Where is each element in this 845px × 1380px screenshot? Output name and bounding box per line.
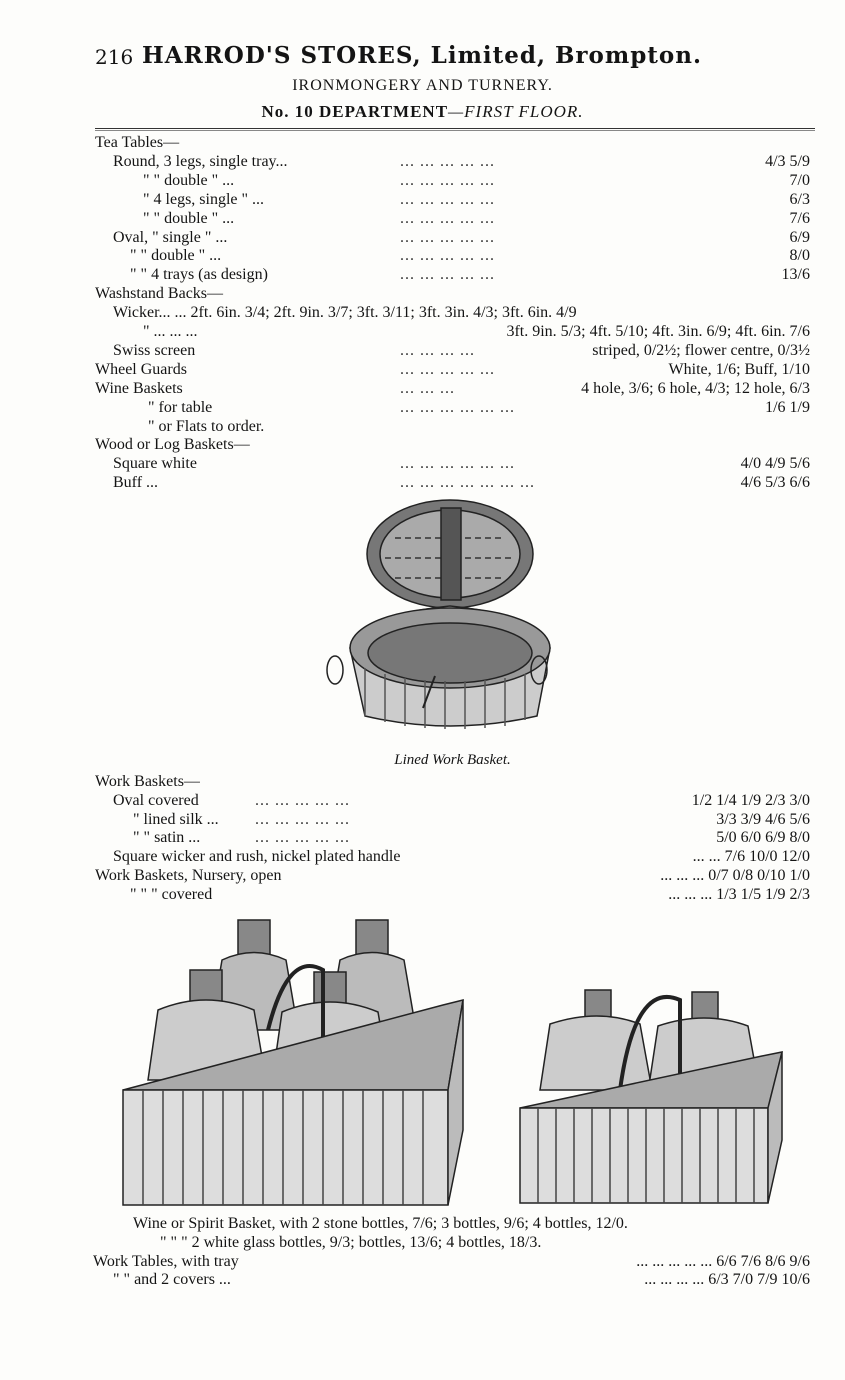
item-price: ... ... ... ... 6/3 7/0 7/9 10/6	[644, 1271, 810, 1289]
item-price: 13/6	[781, 266, 810, 284]
list-item	[0, 885, 845, 904]
leader-dots: ... ... ... ... ...	[255, 810, 350, 828]
item-label: " " and 2 covers ...	[113, 1271, 231, 1289]
item-label: " or Flats to order.	[148, 417, 265, 435]
leader-dots: ... ... ... ... ...	[400, 171, 495, 189]
list-item	[0, 1252, 845, 1271]
item-label: " ... ... ...	[143, 323, 198, 340]
item-label: Wood or Log Baskets—	[95, 436, 250, 454]
wine-basket-four-bottles-illustration	[118, 910, 470, 1212]
department-label: No. 10 DEPARTMENT	[261, 102, 449, 121]
list-item	[0, 810, 845, 829]
item-label: Square white	[113, 455, 197, 473]
item-label: Square wicker and rush, nickel plated handle	[113, 848, 401, 866]
leader-dots: ... ... ... ...	[400, 341, 475, 359]
lined-work-basket-illustration	[325, 498, 580, 748]
item-price: 4 hole, 3/6; 6 hole, 4/3; 12 hole, 6/3	[581, 379, 810, 397]
list-item	[0, 152, 845, 171]
item-label: Washstand Backs—	[95, 285, 224, 303]
leader-dots: ... ... ... ... ... ...	[400, 398, 515, 416]
item-label: " for table	[148, 398, 213, 416]
item-price: 6/9	[789, 228, 810, 246]
list-item	[0, 341, 845, 360]
wine-basket-two-bottles-illustration	[510, 980, 790, 1208]
list-item	[0, 246, 845, 265]
department-title	[0, 102, 845, 122]
leader-dots: ... ... ... ... ... ...	[400, 455, 515, 473]
list-item	[0, 265, 845, 284]
item-label: " " " covered	[130, 885, 213, 903]
item-label: Wine Baskets	[95, 379, 183, 397]
item-label: Wheel Guards	[95, 360, 187, 378]
item-price: 8/0	[789, 247, 810, 265]
item-price: 3/3 3/9 4/6 5/6	[716, 810, 810, 828]
item-price: 6/3	[789, 190, 810, 208]
item-label: Wine or Spirit Basket, with 2 stone bottles, 7/6; 3 bottles, 9/6; 4 bottles, 12/0.	[133, 1215, 628, 1232]
list-item	[0, 454, 845, 473]
item-label: Wicker... ... 2ft. 6in. 3/4; 2ft. 9in. 3/7; 3ft. 3/11; 3ft. 3in. 4/3; 3ft. 6in. 4/9	[113, 304, 577, 322]
leader-dots: ... ... ... ... ...	[255, 791, 350, 809]
item-label: " " satin ...	[133, 829, 201, 847]
leader-dots: ... ... ... ... ...	[400, 266, 495, 284]
list-item	[0, 1214, 845, 1233]
item-price: 5/0 6/0 6/9 8/0	[716, 829, 810, 847]
list-item	[0, 417, 845, 436]
page-number: 216	[95, 45, 134, 69]
item-label: Oval, " single " ...	[113, 228, 228, 246]
list-item	[0, 1233, 845, 1252]
header-rule	[95, 128, 815, 131]
item-label: " " double " ...	[143, 171, 235, 189]
list-item	[0, 209, 845, 228]
leader-dots: ... ... ... ... ...	[400, 247, 495, 265]
item-label: Buff ...	[113, 474, 159, 492]
floor-label: —FIRST FLOOR.	[448, 102, 584, 121]
item-price: 7/0	[789, 171, 810, 189]
item-label: Round, 3 legs, single tray...	[113, 152, 288, 170]
item-label: Work Baskets—	[95, 773, 200, 790]
list-item	[0, 791, 845, 810]
item-label: " " double " ...	[130, 247, 222, 265]
list-item	[0, 303, 845, 322]
item-label: " " " 2 white glass bottles, 9/3; bottles, 13/6; 4 bottles, 18/3.	[160, 1233, 542, 1251]
item-label: Swiss screen	[113, 341, 196, 359]
store-title: HARROD'S STORES, Limited, Brompton.	[142, 42, 703, 69]
item-label: Oval covered	[113, 791, 199, 809]
item-label: " 4 legs, single " ...	[143, 190, 265, 208]
leader-dots: ... ... ... ... ...	[400, 190, 495, 208]
item-label: " " 4 trays (as design)	[130, 266, 268, 284]
leader-dots: ... ... ... ... ...	[400, 228, 495, 246]
list-item	[0, 171, 845, 190]
leader-dots: ... ... ...	[400, 379, 455, 397]
item-price: ... ... 7/6 10/0 12/0	[692, 848, 810, 866]
leader-dots: ... ... ... ... ...	[400, 152, 495, 170]
leader-dots: ... ... ... ... ... ... ...	[400, 474, 535, 492]
list-item	[0, 360, 845, 379]
list-item	[0, 828, 845, 847]
item-price: 4/3 5/9	[765, 152, 810, 170]
item-price: 1/2 1/4 1/9 2/3 3/0	[691, 791, 810, 809]
item-price: White, 1/6; Buff, 1/10	[668, 360, 810, 378]
list-item	[0, 473, 845, 492]
item-price: ... ... ... 0/7 0/8 0/10 1/0	[660, 867, 810, 884]
leader-dots: ... ... ... ... ...	[400, 209, 495, 227]
item-label: " " double " ...	[143, 209, 235, 227]
list-item	[0, 322, 845, 341]
item-price: ... ... ... ... ... 6/6 7/6 8/6 9/6	[636, 1252, 810, 1270]
item-price: striped, 0/2½; flower centre, 0/3½	[592, 341, 810, 359]
list-item	[0, 379, 845, 398]
section-title: IRONMONGERY AND TURNERY.	[292, 77, 553, 94]
item-price: 7/6	[789, 209, 810, 227]
list-item	[0, 866, 845, 885]
list-item	[0, 190, 845, 209]
item-label: Work Tables, with tray	[93, 1252, 239, 1270]
item-price: 1/6 1/9	[765, 398, 810, 416]
leader-dots: ... ... ... ... ...	[255, 829, 350, 847]
work-basket-caption: Lined Work Basket.	[394, 752, 511, 768]
list-item	[0, 435, 845, 454]
item-price: 4/6 5/3 6/6	[740, 474, 810, 492]
list-item	[0, 284, 845, 303]
item-label: " lined silk ...	[133, 810, 219, 828]
leader-dots: ... ... ... ... ...	[400, 360, 495, 378]
item-label: Work Baskets, Nursery, open	[95, 867, 282, 884]
item-price: 3ft. 9in. 5/3; 4ft. 5/10; 4ft. 3in. 6/9; 4ft. 6in. 7/6	[506, 323, 810, 340]
list-item	[0, 398, 845, 417]
item-label: Tea Tables—	[95, 134, 180, 151]
item-price: 4/0 4/9 5/6	[740, 455, 810, 473]
list-item	[0, 1270, 845, 1289]
list-item	[0, 772, 845, 791]
item-price: ... ... ... 1/3 1/5 1/9 2/3	[668, 885, 810, 903]
list-item	[0, 133, 845, 152]
list-item	[0, 228, 845, 247]
list-item	[0, 847, 845, 866]
